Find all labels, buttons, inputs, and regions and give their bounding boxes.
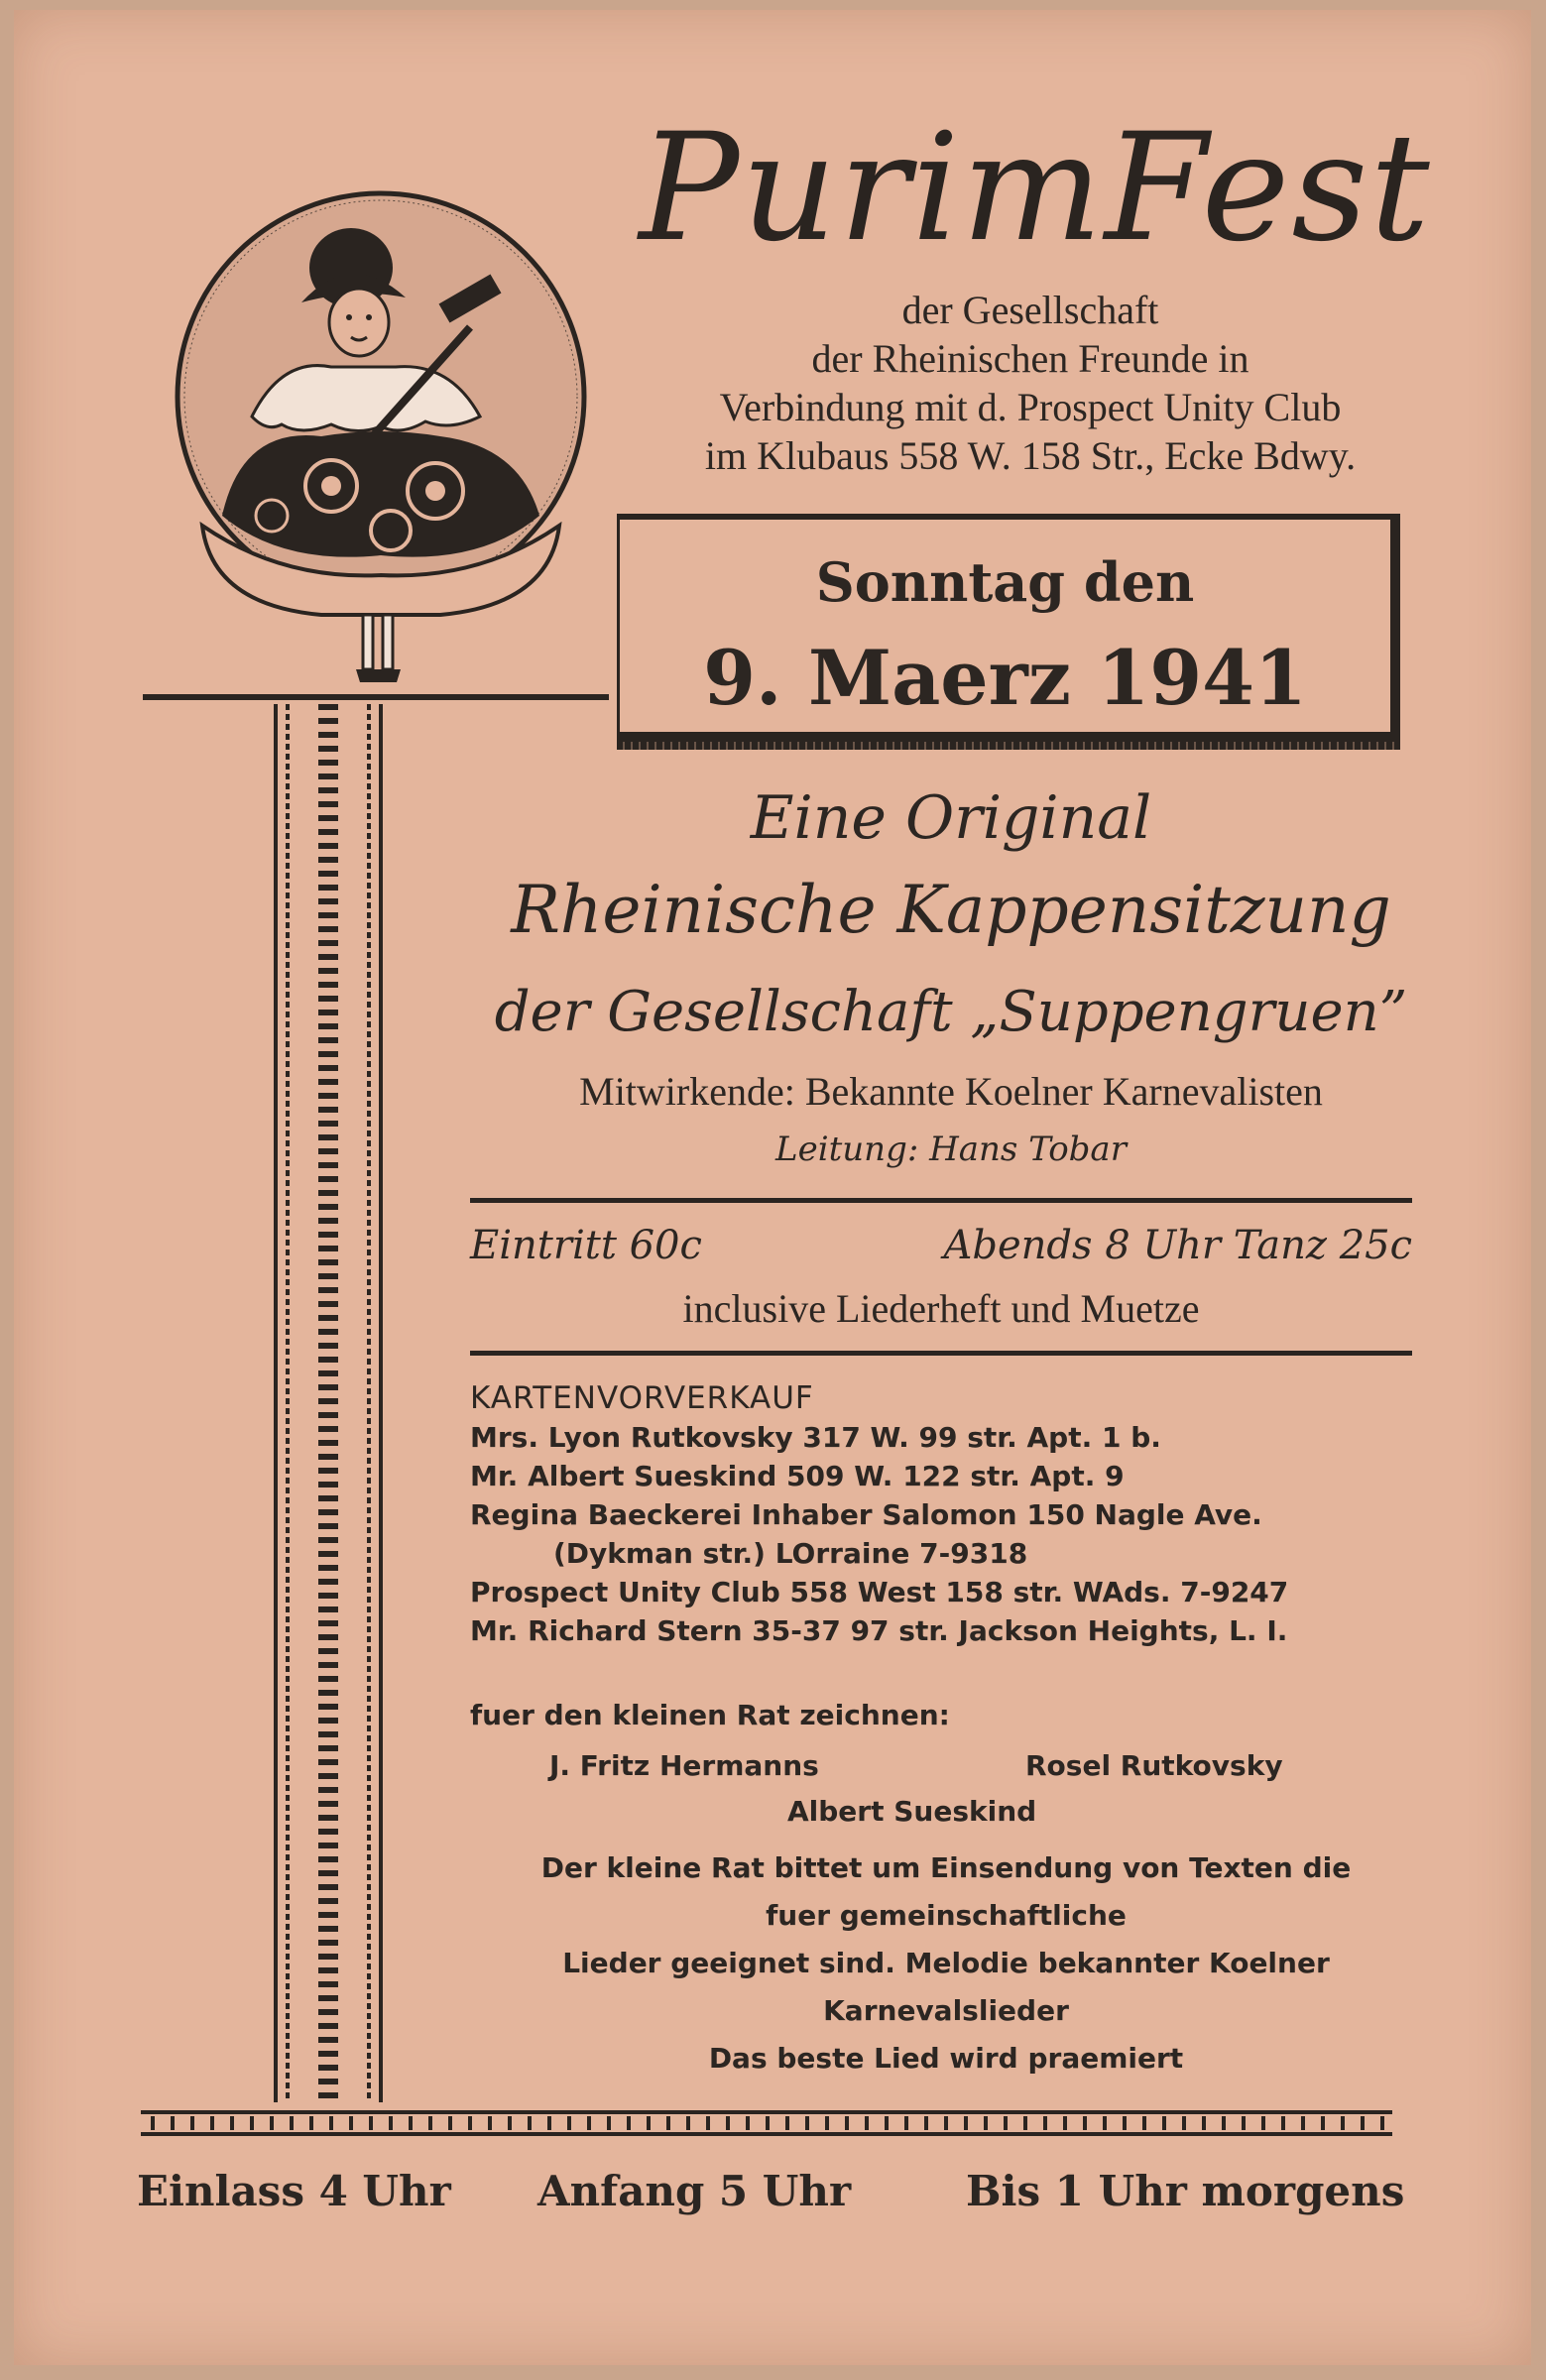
horizontal-divider: [143, 694, 609, 700]
request-line: Lieder geeignet sind. Melodie bekannter Koelner: [562, 1947, 1330, 1979]
intro-line: Verbindung mit d. Prospect Unity Club: [719, 385, 1342, 429]
council-name: Albert Sueskind: [787, 1795, 1037, 1828]
intro-line: der Rheinischen Freunde in: [811, 336, 1249, 381]
jester-woman-illustration: [153, 188, 609, 704]
poster-title: PurimFest: [639, 102, 1432, 275]
request-line: Der kleine Rat bittet um Einsendung von Texten die: [540, 1851, 1352, 1884]
council-names: [470, 1743, 1422, 1839]
subtitle-original: Eine Original: [750, 783, 1152, 853]
decorative-column: [274, 704, 383, 2102]
intro-line: der Gesellschaft: [901, 288, 1159, 332]
date-box-underline: [617, 742, 1400, 750]
council-heading: fuer den kleinen Rat zeichnen:: [470, 1699, 950, 1731]
request-line: Das beste Lied wird praemiert: [708, 2042, 1184, 2075]
presale-heading: KARTENVORVERKAUF: [470, 1380, 814, 1416]
divider-rule: [470, 1351, 1412, 1356]
divider-rule: [470, 1198, 1412, 1203]
presale-item: Mr. Richard Stern 35-37 97 str. Jackson Heights, L. I.: [470, 1614, 1288, 1647]
performers-line: Mitwirkende: Bekannte Koelner Karnevalisten: [579, 1069, 1323, 1114]
presale-item: Mr. Albert Sueskind 509 W. 122 str. Apt. 9: [470, 1460, 1125, 1492]
presale-item: Mrs. Lyon Rutkovsky 317 W. 99 str. Apt. 1 b.: [470, 1421, 1161, 1454]
council-request: [470, 1844, 1422, 2082]
presale-list: [470, 1418, 1422, 1650]
date-weekday: Sonntag den: [815, 550, 1195, 614]
event-name: Rheinische Kappensitzung: [511, 872, 1391, 948]
presale-item: Prospect Unity Club 558 West 158 str. WAds. 7-9247: [470, 1576, 1289, 1608]
request-line: fuer gemeinschaftliche: [766, 1899, 1127, 1932]
evening-dance-price: Abends 8 Uhr Tanz 25c: [943, 1223, 1412, 1268]
council-name: Rosel Rutkovsky: [1025, 1749, 1283, 1782]
intro-block: [609, 286, 1452, 480]
request-line: Karnevalslieder: [823, 1994, 1069, 2027]
entry-time: Einlass 4 Uhr: [137, 2167, 451, 2215]
ornamental-border: [141, 2110, 1392, 2136]
society-name: der Gesellschaft „Suppengruen”: [494, 980, 1408, 1044]
date-box: [617, 514, 1400, 742]
presale-item: Regina Baeckerei Inhaber Salomon 150 Nagle Ave.: [470, 1498, 1262, 1531]
presale-item: (Dykman str.) LOrraine 7-9318: [553, 1537, 1028, 1570]
intro-line: im Klubaus 558 W. 158 Str., Ecke Bdwy.: [704, 433, 1357, 478]
direction-line: Leitung: Hans Tobar: [775, 1130, 1127, 1169]
poster-sheet: [14, 10, 1531, 2365]
council-name: J. Fritz Hermanns: [549, 1749, 819, 1782]
event-date: 9. Maerz 1941: [703, 634, 1307, 722]
entry-price: Eintritt 60c: [470, 1223, 702, 1268]
start-time: Anfang 5 Uhr: [537, 2167, 852, 2215]
inclusive-line: inclusive Liederheft und Muetze: [682, 1286, 1200, 1331]
end-time: Bis 1 Uhr morgens: [966, 2167, 1405, 2215]
